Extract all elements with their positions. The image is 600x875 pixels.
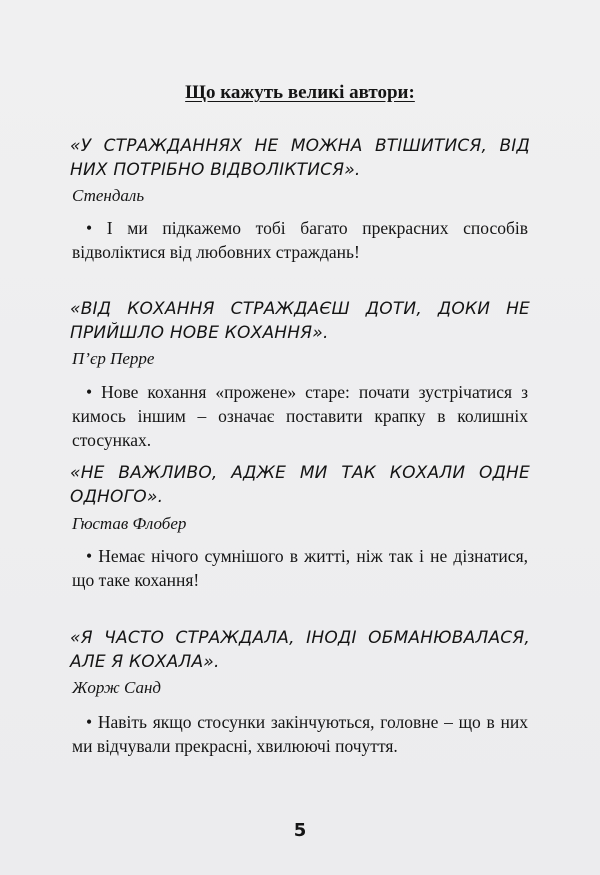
comment-3: • Немає нічого сумнішого в житті, ніж так і не дізнатися, що таке кохання! [72, 546, 528, 590]
page-heading: Що кажуть великі автори: [185, 82, 415, 103]
quote-3: «НЕ ВАЖЛИВО, АДЖЕ МИ ТАК КОХАЛИ ОДНЕ ОДНОГО». [70, 463, 530, 507]
comment-1: • І ми підкажемо тобі багато прекрасних способів відволіктися від любовних страждань! [72, 218, 528, 262]
page-number: 5 [293, 820, 307, 841]
comment-4: • Навіть якщо стосунки закінчуються, головне – що в них ми відчували прекрасні, хвилюючі почуття. [72, 712, 528, 756]
quote-2: «ВІД КОХАННЯ СТРАЖДАЄШ ДОТИ, ДОКИ НЕ ПРИЙШЛО НОВЕ КОХАННЯ». [70, 299, 530, 343]
author-2: П’єр Перре [72, 349, 155, 368]
quote-4: «Я ЧАСТО СТРАЖДАЛА, ІНОДІ ОБМАНЮВАЛАСЯ, АЛЕ Я КОХАЛА». [70, 628, 530, 672]
author-1: Стендаль [72, 186, 145, 205]
quote-1: «У СТРАЖДАННЯХ НЕ МОЖНА ВТІШИТИСЯ, ВІД НИХ ПОТРІБНО ВІДВОЛІКТИСЯ». [70, 136, 530, 180]
comment-2: • Нове кохання «прожене» старе: почати зустрічатися з кимось іншим – означає поставити крапку в колишніх стосунках. [72, 382, 528, 450]
author-4: Жорж Санд [72, 678, 161, 697]
author-3: Гюстав Флобер [72, 514, 187, 533]
